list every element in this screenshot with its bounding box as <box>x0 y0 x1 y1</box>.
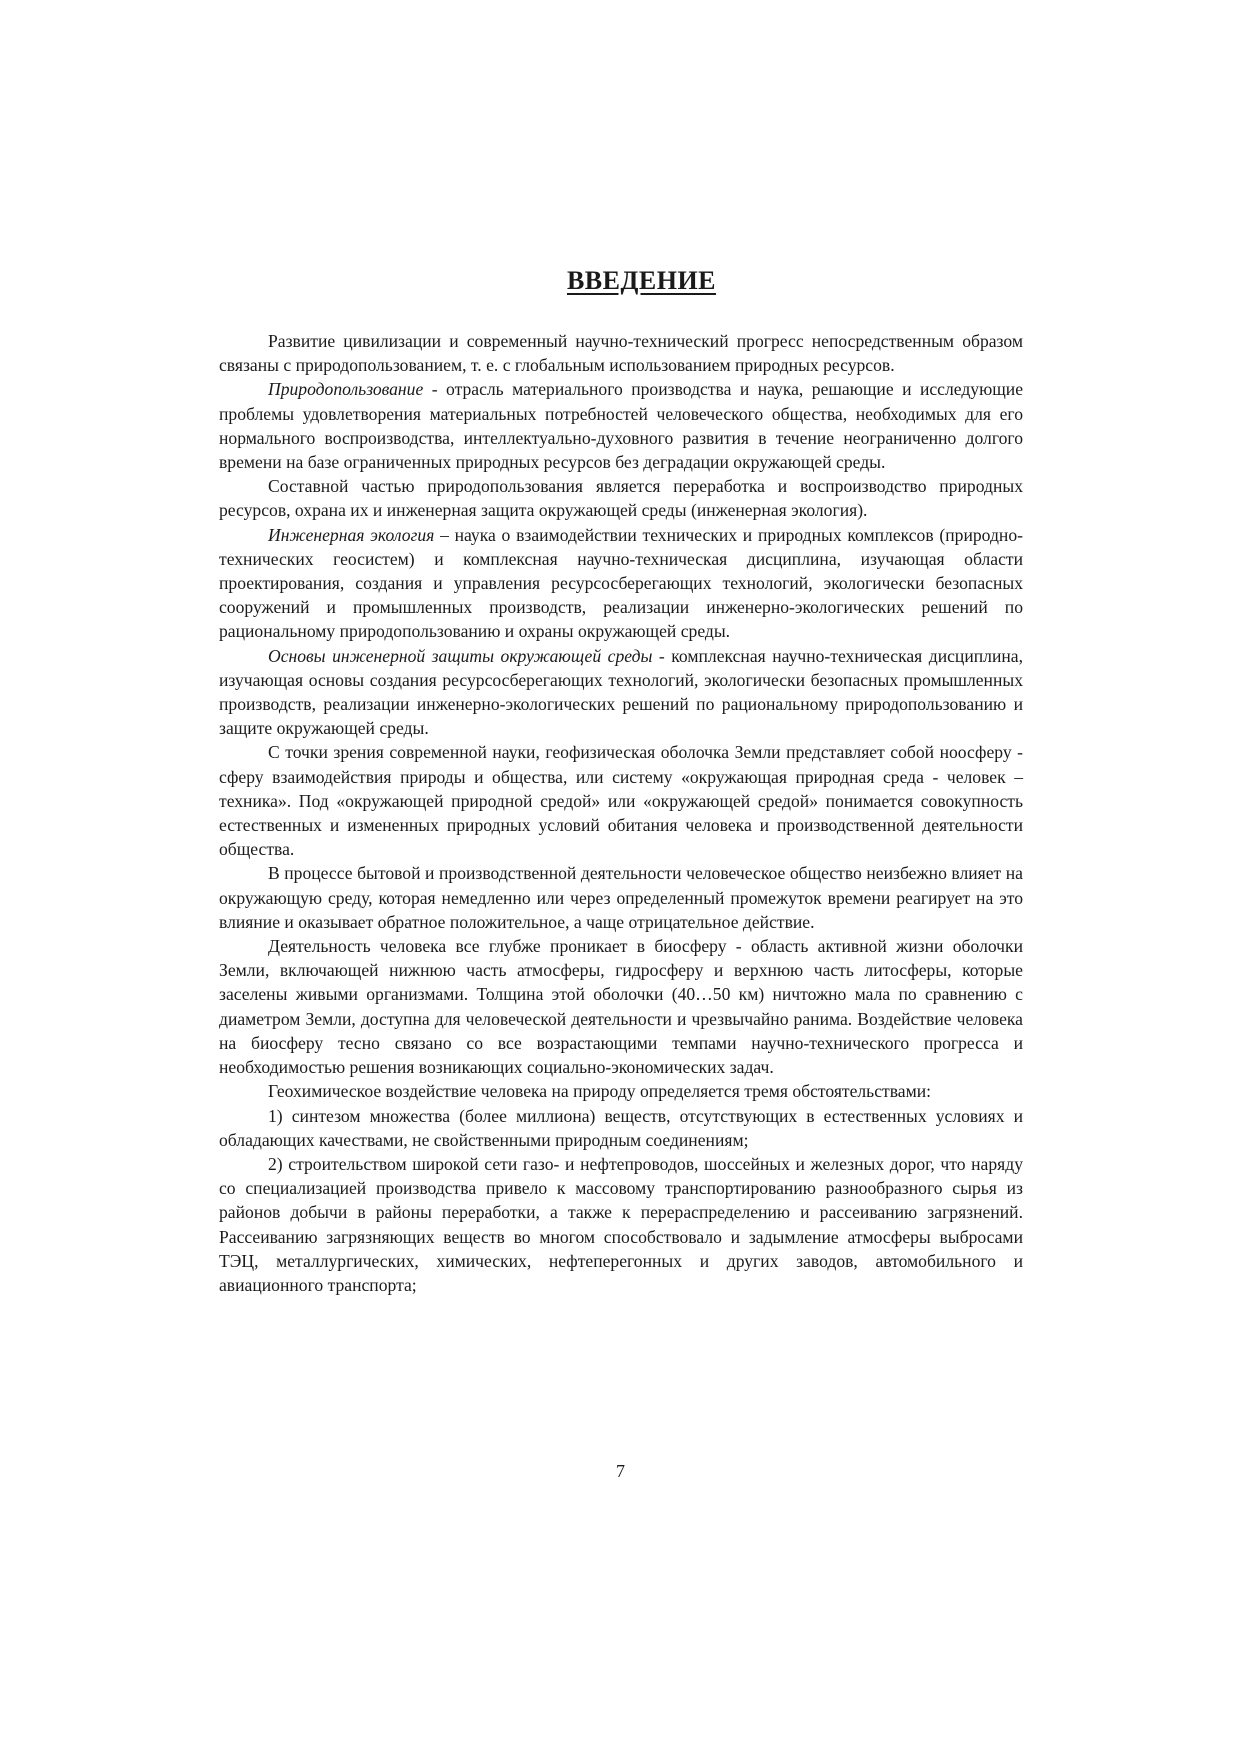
paragraph-3 <box>219 474 1023 522</box>
paragraph-term: Основы инженерной защиты окружающей среды <box>268 645 653 666</box>
paragraph-text: Развитие цивилизации и современный научно-технический прогресс непосредственным образом связаны с природопользованием, т. е. с глобальным использованием природных ресурсов. <box>219 331 1023 376</box>
paragraph-text: - отрасль материального производства и наука, решающие и исследующие проблемы удовлетворения материальных потребностей человеческого общества, необходимых для его нормального воспроизводства, интеллектуально-духовного развития в течение неограниченно долгого времени на базе ограниченных природных ресурсов без деградации окружающей среды. <box>219 379 1023 473</box>
paragraph-text: Геохимическое воздействие человека на природу определяется тремя обстоятельствами: <box>268 1081 932 1102</box>
paragraph-text: С точки зрения современной науки, геофизическая оболочка Земли представляет собой ноосферу - сферу взаимодействия природы и общества, или систему «окружающая природная среда - человек – техника». Под «окружающей природной средой» или «окружающей средой» понимается совокупность естественных и измененных природных условий обитания человека и производственной деятельности общества. <box>219 742 1023 860</box>
paragraph-text: – наука о взаимодействии технических и природных комплексов (природно-технических геосистем) и комплексная научно-техническая дисциплина, изучающая области проектирования, создания и управления ресурсосберегающих технологий, экологически безопасных сооружений и промышленных производств, реализации инженерно-экологических решений по рациональному природопользованию и охраны окружающей среды. <box>219 524 1023 642</box>
paragraph-1 <box>219 329 1023 377</box>
paragraph-6 <box>219 740 1023 861</box>
paragraph-8 <box>219 934 1023 1079</box>
paragraph-5 <box>219 644 1023 741</box>
paragraph-text: - комплексная научно-техническая дисциплина, изучающая основы создания ресурсосберегающих технологий, экологически безопасных промышленных производств, реализации инженерно-экологических решений по рациональному природопользованию и защите окружающей среды. <box>219 645 1023 739</box>
paragraph-2 <box>219 377 1023 474</box>
paragraph-text: В процессе бытовой и производственной деятельности человеческое общество неизбежно влияет на окружающую среду, которая немедленно или через определенный промежуток времени реагирует на это влияние и оказывает обратное положительное, а чаще отрицательное действие. <box>219 863 1023 932</box>
paragraph-text: 2) строительством широкой сети газо- и нефтепроводов, шоссейных и железных дорог, что наряду со специализацией производства привело к массовому транспортированию разнообразного сырья из районов добычи в районы переработки, а также к перераспределению и рассеиванию загрязнений. Рассеиванию загрязняющих веществ во многом способствовало и задымление атмосферы выбросами ТЭЦ, металлургических, химических, нефтеперегонных и других заводов, автомобильного и авиационного транспорта; <box>219 1153 1023 1295</box>
paragraph-text: Деятельность человека все глубже проникает в биосферу - область активной жизни оболочки Земли, включающей нижнюю часть атмосферы, гидросферу и верхнюю часть литосферы, которые заселены живыми организмами. Толщина этой оболочки (40…50 км) ничтожно мала по сравнению с диаметром Земли, доступна для человеческой деятельности и чрезвычайно ранима. Воздействие человека на биосферу тесно связано со все возрастающими темпами научно-технического прогресса и необходимостью решения возникающих социально-экономических задач. <box>219 936 1023 1078</box>
paragraph-11 <box>219 1152 1023 1297</box>
paragraph-7 <box>219 861 1023 934</box>
paragraph-term: Инженерная экология <box>268 524 435 545</box>
paragraph-10 <box>219 1104 1023 1152</box>
paragraph-9 <box>219 1079 1023 1103</box>
paragraph-4 <box>219 523 1023 644</box>
paragraph-term: Природопользование <box>268 379 424 400</box>
page-title: ВВЕДЕНИЕ <box>566 266 717 295</box>
paragraph-text: 1) синтезом множества (более миллиона) веществ, отсутствующих в естественных условиях и обладающих качествами, не свойственными природным соединениям; <box>219 1105 1023 1150</box>
body-text <box>219 329 1023 1297</box>
page-number: 7 <box>616 1461 625 1481</box>
paragraph-text: Составной частью природопользования является переработка и воспроизводство природных ресурсов, охрана их и инженерная защита окружающей среды (инженерная экология). <box>219 476 1023 521</box>
